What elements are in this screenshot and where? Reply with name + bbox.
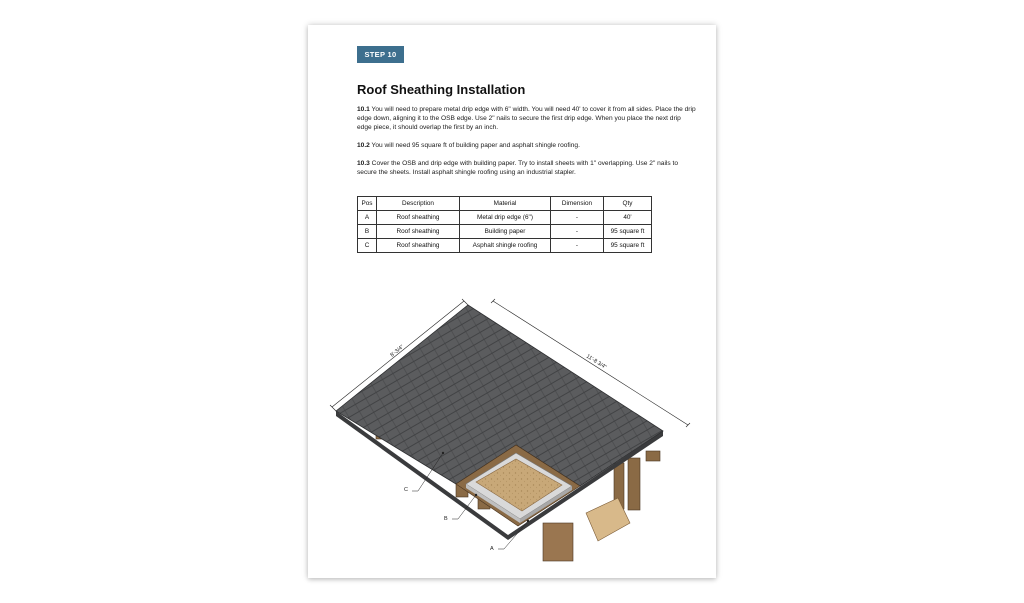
cell-dimension: - xyxy=(551,225,604,239)
cell-pos: C xyxy=(358,239,377,253)
paragraph-number: 10.1 xyxy=(357,106,370,113)
roof-illustration xyxy=(328,273,698,563)
table-row xyxy=(358,211,652,225)
table-header-row xyxy=(358,197,652,211)
cell-description: Roof sheathing xyxy=(377,211,460,225)
dimension-label-right: 11'-8 3/4" xyxy=(584,353,608,371)
cell-qty: 95 square ft xyxy=(604,239,652,253)
header-pos: Pos xyxy=(358,197,377,211)
header-dimension: Dimension xyxy=(551,197,604,211)
header-material: Material xyxy=(460,197,551,211)
cell-description: Roof sheathing xyxy=(377,225,460,239)
cell-material: Building paper xyxy=(460,225,551,239)
callout-label-a: A xyxy=(490,546,494,552)
header-qty: Qty xyxy=(604,197,652,211)
cell-material: Asphalt shingle roofing xyxy=(460,239,551,253)
cell-pos: A xyxy=(358,211,377,225)
cell-qty: 40' xyxy=(604,211,652,225)
paragraph-number: 10.3 xyxy=(357,160,370,167)
paragraph-text: Cover the OSB and drip edge with building paper. Try to install sheets with 1" overlapping. Use 2" nails to secure the sheets. Install asphalt shingle roofing using an industrial stapler. xyxy=(357,160,679,176)
paragraph-text: You will need 95 square ft of building paper and asphalt shingle roofing. xyxy=(369,142,580,149)
paragraph-10-1 xyxy=(357,105,697,132)
table-row xyxy=(358,239,652,253)
dimension-label-left: 8'-3/4" xyxy=(389,344,406,359)
step-badge: STEP 10 xyxy=(357,46,404,63)
cell-pos: B xyxy=(358,225,377,239)
callout-label-c: C xyxy=(404,487,408,493)
cell-dimension: - xyxy=(551,211,604,225)
cell-dimension: - xyxy=(551,239,604,253)
cell-qty: 95 square ft xyxy=(604,225,652,239)
paragraph-number: 10.2 xyxy=(357,142,370,149)
cell-material: Metal drip edge (6") xyxy=(460,211,551,225)
paragraph-text: You will need to prepare metal drip edge with 6" width. You will need 40' to cover it from all sides. Place the drip edge down, aligning it to the OSB edge. Use 2" nails to secure the first drip edge. When you place the next drip edge piece, it should overlap the first by an inch. xyxy=(357,106,696,131)
header-description: Description xyxy=(377,197,460,211)
page-title: Roof Sheathing Installation xyxy=(357,82,526,97)
cell-description: Roof sheathing xyxy=(377,239,460,253)
callout-label-b: B xyxy=(444,516,448,522)
paragraph-10-2 xyxy=(357,141,697,150)
instruction-page xyxy=(308,25,716,578)
materials-table xyxy=(357,196,652,253)
table-row xyxy=(358,225,652,239)
paragraph-10-3 xyxy=(357,159,697,177)
